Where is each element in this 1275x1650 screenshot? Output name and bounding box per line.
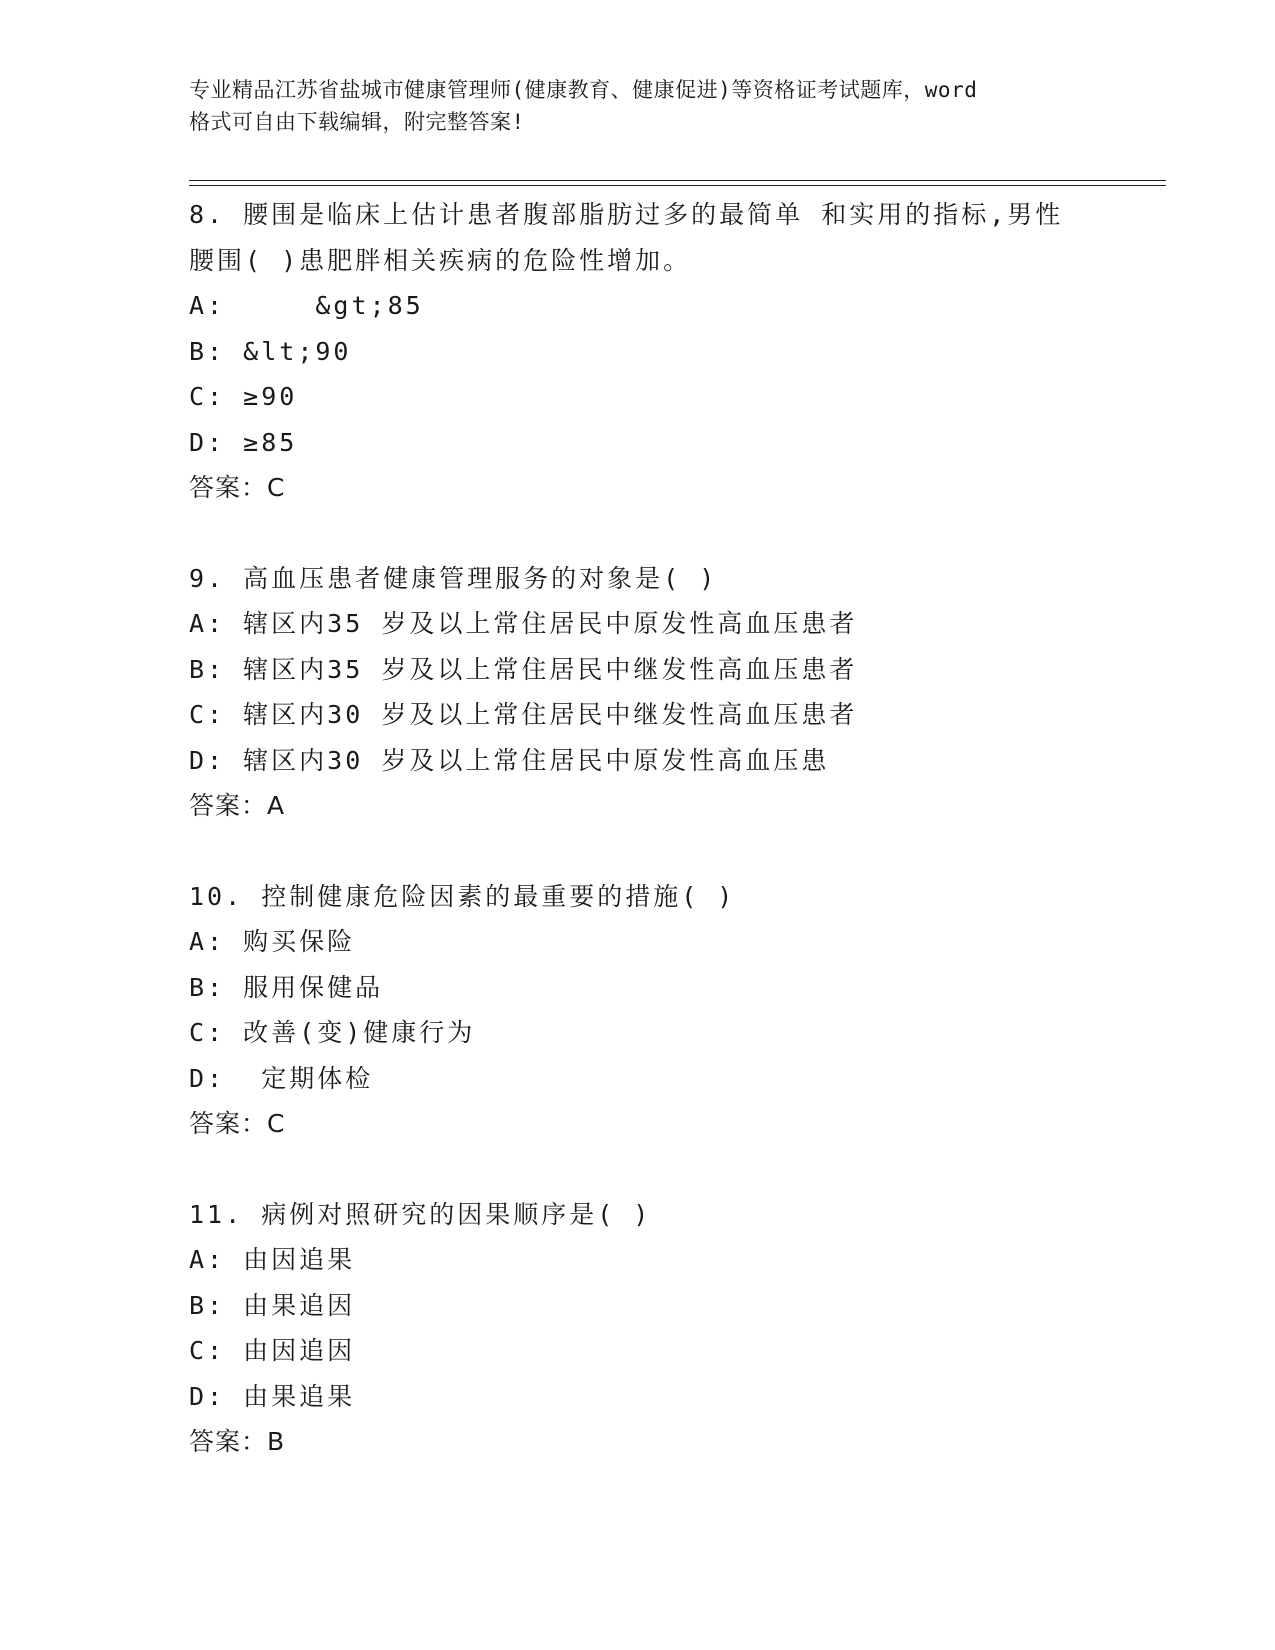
option-label: B: (189, 336, 226, 366)
option-label: B: (189, 654, 226, 684)
option-text: 定期体检 (225, 1063, 374, 1093)
answer-line: 答案：C (189, 1109, 286, 1138)
option-c (189, 1010, 1149, 1056)
option-text: &lt;90 (225, 336, 352, 366)
option-label: A: (189, 291, 226, 320)
header-divider-bottom (189, 185, 1166, 186)
question-10 (189, 874, 1149, 1147)
option-label: D: (189, 1063, 226, 1093)
option-text: 辖区内30 岁及以上常住居民中继发性高血压患者 (225, 700, 858, 729)
question-stem: 11. 病例对照研究的因果顺序是( ) (189, 1199, 652, 1229)
option-text: 购买保险 (225, 927, 356, 956)
answer-line: 答案：B (189, 1427, 286, 1456)
option-a (189, 283, 1149, 329)
option-text: 由因追因 (225, 1336, 356, 1365)
option-b (189, 965, 1149, 1011)
option-label: B: (189, 1290, 226, 1320)
question-stem: 8. 腰围是临床上估计患者腹部脂肪过多的最简单 和实用的指标,男性 (189, 200, 1064, 229)
option-d (189, 738, 1149, 784)
option-b (189, 1283, 1149, 1329)
document-header (189, 74, 1089, 138)
option-c (189, 374, 1149, 420)
header-divider-top (189, 180, 1166, 181)
option-text: 辖区内35 岁及以上常住居民中原发性高血压患者 (225, 609, 858, 638)
option-a (189, 1237, 1149, 1283)
option-text: 改善(变)健康行为 (225, 1018, 476, 1047)
option-label: C: (189, 1018, 226, 1047)
option-d (189, 1056, 1149, 1102)
option-text: &gt;85 (225, 291, 424, 320)
option-d (189, 420, 1149, 466)
option-text: ≥85 (225, 427, 298, 457)
question-stem: 10. 控制健康危险因素的最重要的措施( ) (189, 881, 736, 911)
option-a (189, 601, 1149, 647)
answer-line: 答案：A (189, 791, 286, 820)
option-label: D: (189, 745, 226, 775)
option-label: C: (189, 1336, 226, 1365)
option-text: 辖区内35 岁及以上常住居民中继发性高血压患者 (225, 654, 858, 684)
question-8 (189, 192, 1149, 511)
option-text: 由果追果 (225, 1381, 356, 1411)
question-9 (189, 556, 1149, 829)
option-c (189, 1328, 1149, 1374)
option-b (189, 329, 1149, 375)
option-label: A: (189, 609, 226, 638)
option-label: D: (189, 1381, 226, 1411)
option-label: C: (189, 700, 226, 729)
option-text: 由果追因 (225, 1290, 356, 1320)
question-11 (189, 1192, 1149, 1465)
option-label: A: (189, 927, 226, 956)
question-list (189, 192, 1149, 1510)
option-c (189, 692, 1149, 738)
option-text: 辖区内30 岁及以上常住居民中原发性高血压患 (225, 745, 830, 775)
header-line-2: 格式可自由下载编辑，附完整答案! (189, 110, 525, 134)
option-label: B: (189, 972, 226, 1002)
option-label: D: (189, 427, 226, 457)
option-label: C: (189, 382, 226, 411)
option-d (189, 1374, 1149, 1420)
answer-line: 答案：C (189, 473, 286, 502)
header-line-1: 专业精品江苏省盐城市健康管理师(健康教育、健康促进)等资格证考试题库，word (189, 78, 978, 102)
option-a (189, 919, 1149, 965)
question-stem-continued: 腰围( )患肥胖相关疾病的危险性增加。 (189, 245, 692, 275)
question-stem: 9. 高血压患者健康管理服务的对象是( ) (189, 563, 718, 593)
option-text: ≥90 (225, 382, 298, 411)
option-text: 由因追果 (225, 1245, 356, 1274)
option-text: 服用保健品 (225, 972, 384, 1002)
option-b (189, 647, 1149, 693)
option-label: A: (189, 1245, 226, 1274)
